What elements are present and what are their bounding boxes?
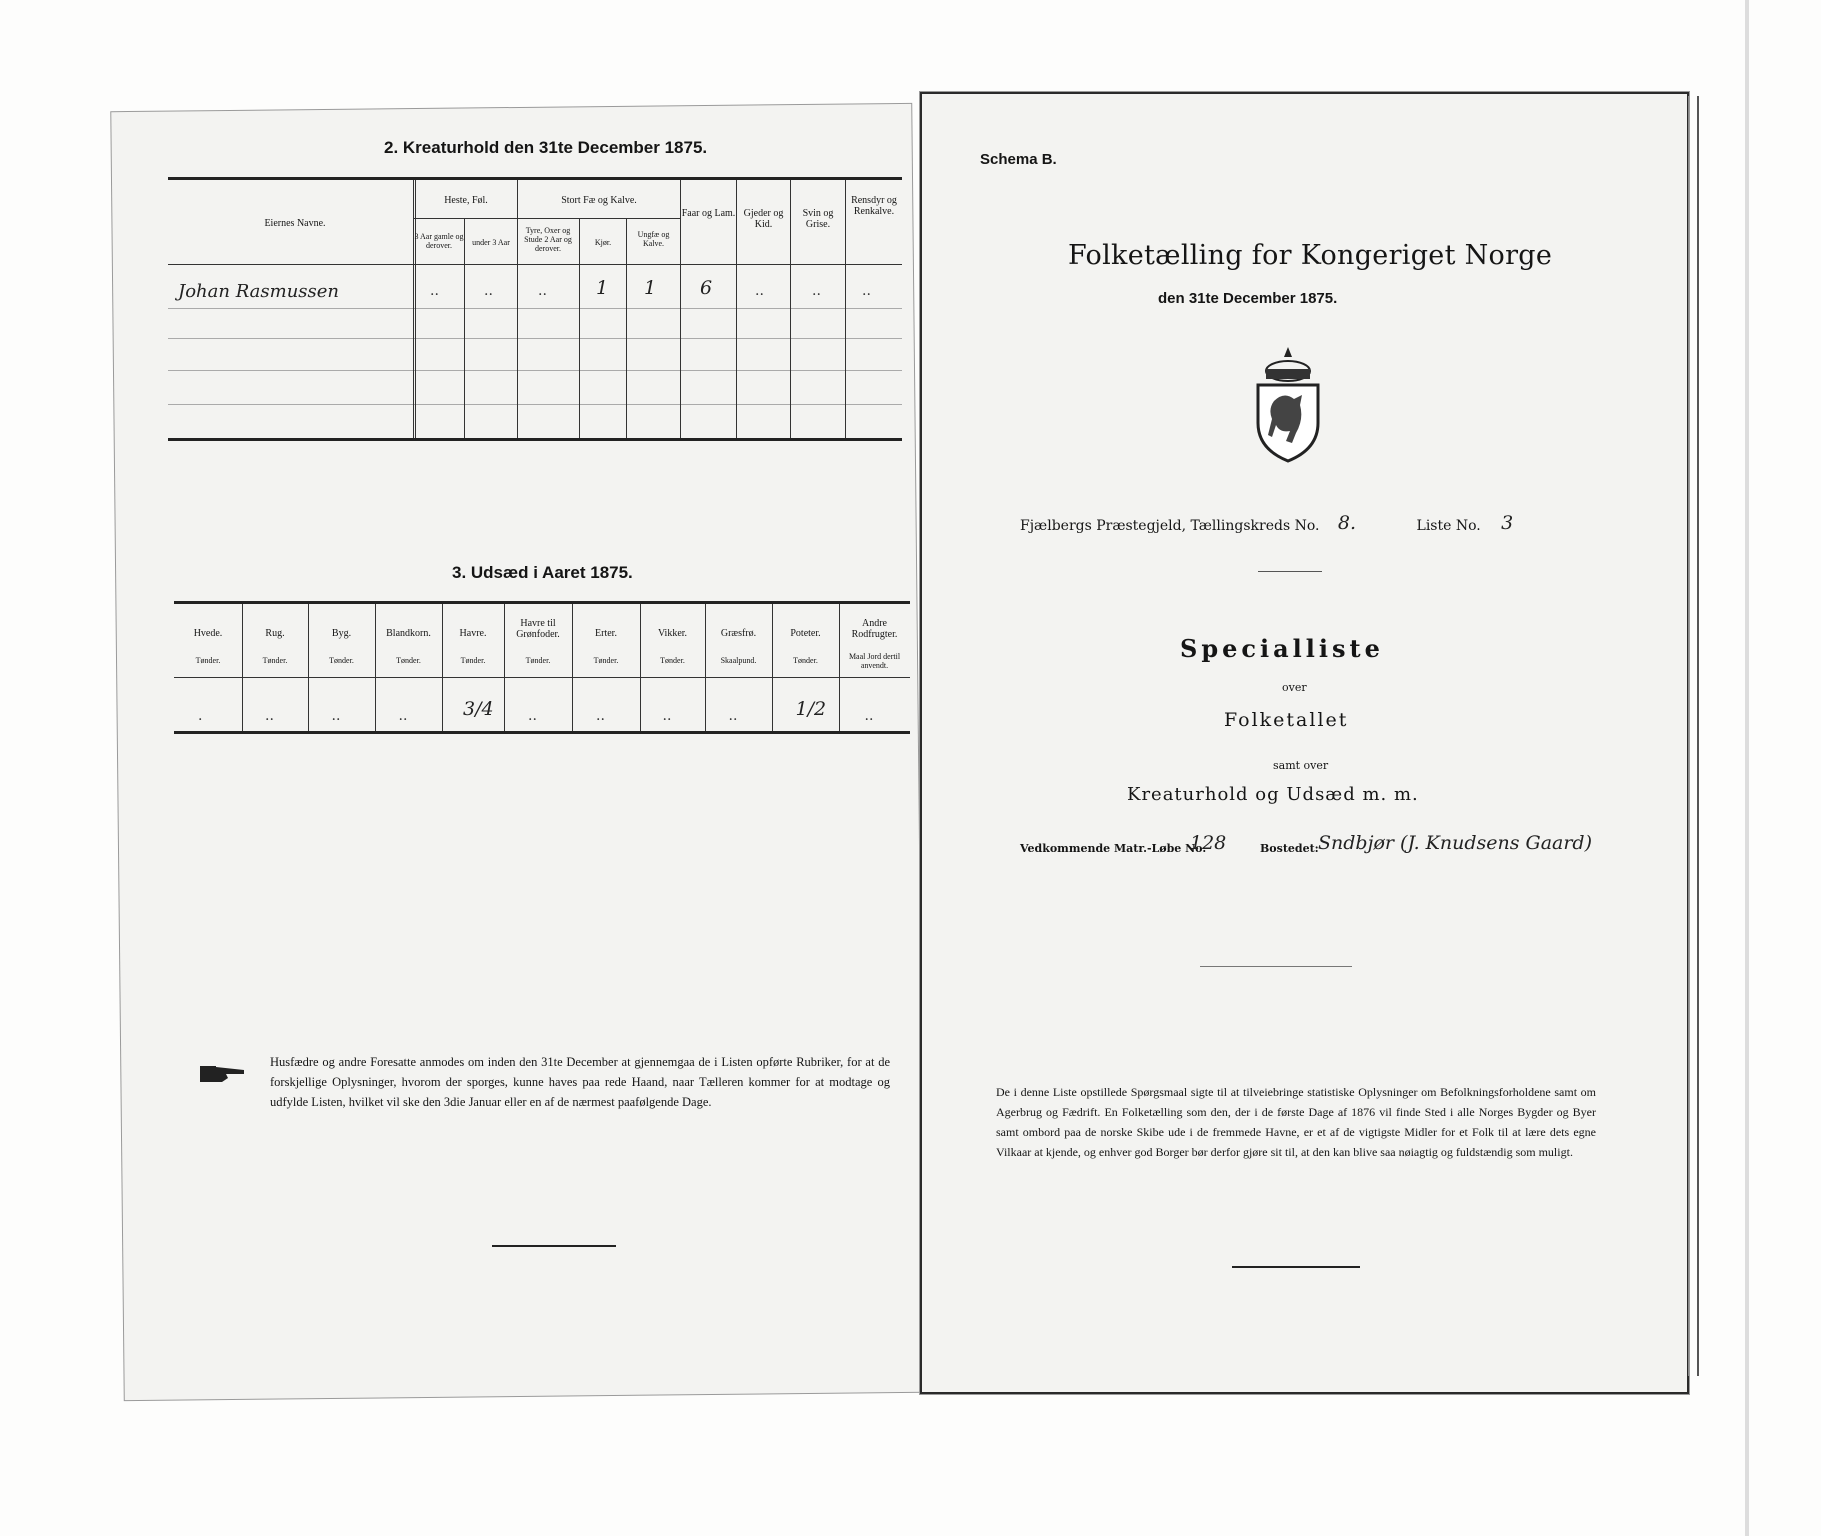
seed-header: Andre Rodfrugter. <box>851 618 898 640</box>
col-horses-young: under 3 Aar <box>472 238 510 247</box>
divider <box>492 1245 616 1247</box>
specialliste-title: Specialliste <box>1180 634 1384 663</box>
seed-header: Havre til Grønfoder. <box>516 618 560 640</box>
info-text: De i denne Liste opstillede Spørgsmaal sigte til at tilveiebringe statistiske Oplysninger om Befolkningsforholdene samt om Agerbrug og Fædrift. En Folketælling som den, der i de første Dage af 1876 vil finde Sted i alle Norges Bygder og Byer samt ombord paa de norske Skibe ude i de fremmede Havne, er et af de vigtigste Midler for et Folk til at lære dets egne Vilkaar at kjende, og enhver god Borger bør derfor gjøre sit til, at den kan blive saa nøiagtig og fuldstændig som muligt. <box>996 1085 1596 1159</box>
notice-text: Husfædre og andre Foresatte anmodes om inden den 31te December at gjennemgaa de i Listen opførte Rubriker, for at de forskjellige Oplysninger, hvorom der sporges, kunne haves paa rede Haand, naar Tælleren kommer for at modtage og udfylde Listen, hvilket vil ske den 3die Januar eller en af de nærmest paafølgende Dage. <box>270 1055 890 1109</box>
table-col <box>375 604 376 731</box>
seed-header: Vikker. <box>657 628 688 639</box>
group-horses: Heste, Føl. <box>444 195 488 206</box>
seed-value: .. <box>528 708 537 724</box>
divider <box>1232 1266 1360 1268</box>
table-rule <box>168 438 902 441</box>
col-horses-old: 3 Aar gamle og derover. <box>414 232 464 250</box>
seed-unit: Tønder. <box>195 656 221 665</box>
table-rule <box>413 218 680 219</box>
cell-value: .. <box>755 283 764 299</box>
over-label: over <box>1282 681 1307 694</box>
table-rule <box>174 601 910 604</box>
cell-value: 1 <box>596 277 609 299</box>
seed-unit: Tønder. <box>329 656 354 665</box>
seed-header: Havre. <box>459 628 487 639</box>
table-col <box>572 604 573 731</box>
col-sheep: Faar og Lam. <box>681 208 736 219</box>
table-rule <box>168 264 902 265</box>
page-edge <box>1688 96 1699 1376</box>
schema-label: Schema B. <box>980 151 1057 168</box>
table-rule <box>174 677 910 678</box>
seed-value: 3/4 <box>463 698 494 720</box>
district-line: Fjælbergs Præstegjeld, Tællingskreds No. 8. Liste No. 3 <box>1020 512 1514 534</box>
bosted-label: Bostedet: <box>1260 842 1319 855</box>
table-col <box>705 604 706 731</box>
cell-value: 6 <box>700 277 713 299</box>
seed-header: Erter. <box>595 628 617 639</box>
seed-unit: Tønder. <box>460 656 486 665</box>
pointing-hand-icon <box>198 1062 250 1086</box>
district-number: 8. <box>1337 512 1357 534</box>
table-col <box>464 218 465 438</box>
table-rule <box>174 731 910 734</box>
seed-unit: Tønder. <box>793 656 818 665</box>
seed-header: Byg. <box>331 628 352 639</box>
col-goats: Gjeder og Kid. <box>743 208 784 230</box>
owner-header: Eiernes Navne. <box>264 218 326 229</box>
col-young-cattle: Ungfæ og Kalve. <box>637 230 670 248</box>
list-number: 3 <box>1501 512 1514 534</box>
matr-number: 128 <box>1190 832 1227 854</box>
seed-value: .. <box>596 708 605 724</box>
seed-header: Poteter. <box>790 628 821 639</box>
table-rule <box>168 338 902 339</box>
cell-value: .. <box>538 283 547 299</box>
animals-title: 2. Kreaturhold den 31te December 1875. <box>384 138 708 157</box>
folketallet-label: Folketallet <box>1224 709 1349 731</box>
table-col <box>308 604 309 731</box>
seed-value: .. <box>864 708 874 724</box>
table-col <box>845 180 846 438</box>
table-col <box>626 218 627 438</box>
seed-value: . <box>198 708 203 724</box>
page-title: Folketælling for Kongeriget Norge <box>1068 240 1553 271</box>
owner-name: Johan Rasmussen <box>178 281 340 302</box>
col-reindeer: Rensdyr og Renkalve. <box>851 195 897 217</box>
table-col <box>579 218 580 438</box>
seed-unit: Tønder. <box>262 656 288 665</box>
col-cows: Kjør. <box>594 238 612 247</box>
table-rule <box>168 404 902 405</box>
seed-unit: Tønder. <box>660 656 685 665</box>
table-rule <box>168 308 902 309</box>
cell-value: 1 <box>644 277 657 299</box>
col-bulls: Tyre, Oxer og Stude 2 Aar og derover. <box>524 226 572 253</box>
divider <box>1258 571 1322 572</box>
seed-unit: Tønder. <box>593 656 619 665</box>
cell-value: .. <box>812 283 821 299</box>
matr-label: Vedkommende Matr.-Løbe No. <box>1020 842 1207 855</box>
cell-value: .. <box>484 283 493 299</box>
kreaturhold-label: Kreaturhold og Udsæd m. m. <box>1127 784 1419 805</box>
table-col <box>442 604 443 731</box>
seed-value: .. <box>662 708 672 724</box>
divider <box>1200 966 1352 967</box>
seed-value: .. <box>265 708 274 724</box>
samt-over-label: samt over <box>1273 759 1329 772</box>
seed-unit: Tønder. <box>396 656 421 665</box>
seed-value: .. <box>728 708 738 724</box>
col-pigs: Svin og Grise. <box>802 208 834 230</box>
right-page <box>920 92 1689 1394</box>
table-col <box>772 604 773 731</box>
group-cattle: Stort Fæ og Kalve. <box>561 195 637 206</box>
table-rule <box>168 177 902 180</box>
census-date: den 31te December 1875. <box>1158 290 1338 307</box>
seed-header: Rug. <box>265 628 285 639</box>
seed-header: Hvede. <box>193 628 223 639</box>
seed-header: Blandkorn. <box>386 628 431 639</box>
table-col <box>242 604 243 731</box>
bosted-value: Sndbjør (J. Knudsens Gaard) <box>1318 832 1593 854</box>
seed-header: Græsfrø. <box>720 628 757 639</box>
page-edge <box>1745 0 1749 1536</box>
table-rule <box>168 370 902 371</box>
cell-value: .. <box>430 283 439 299</box>
seed-value: .. <box>331 708 341 724</box>
cell-value: .. <box>862 283 871 299</box>
seed-value: 1/2 <box>795 698 827 720</box>
seed-unit: Skaalpund. <box>720 656 757 665</box>
norwegian-coat-of-arms-icon <box>1250 345 1326 463</box>
seed-unit: Tønder. <box>525 656 551 665</box>
seed-title: 3. Udsæd i Aaret 1875. <box>452 563 633 582</box>
table-col <box>640 604 641 731</box>
seed-unit: Maal Jord dertil anvendt. <box>848 652 901 670</box>
seed-value: .. <box>398 708 408 724</box>
